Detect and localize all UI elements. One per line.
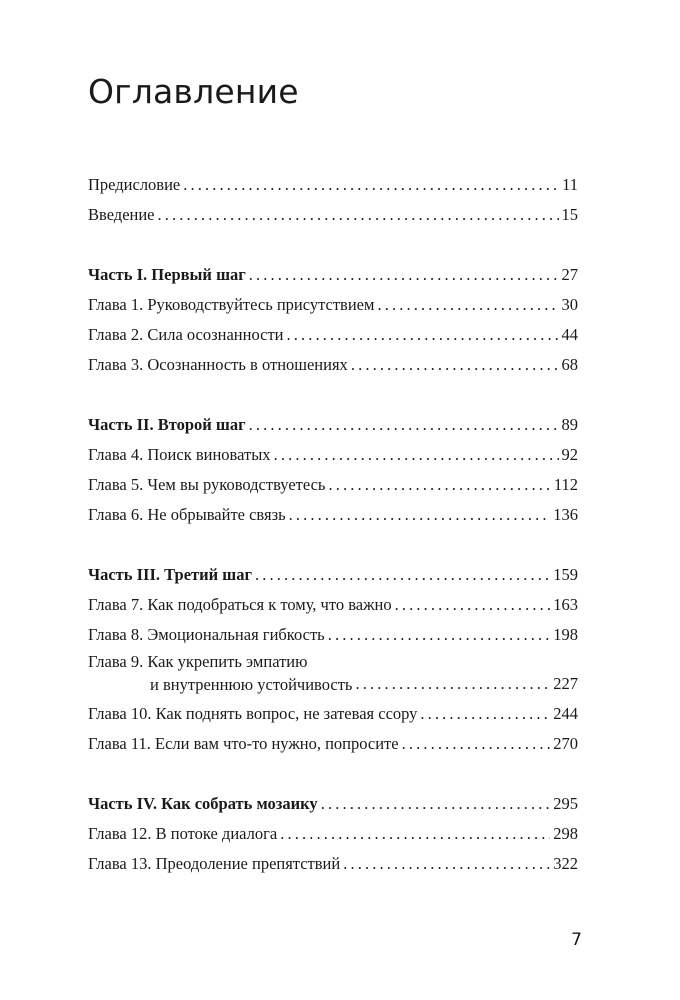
toc-entry-label: Глава 13. Преодоление препятствий xyxy=(88,854,341,873)
toc-entry-chapter-12[interactable] xyxy=(88,819,578,849)
dot-leader xyxy=(249,410,559,440)
dot-leader xyxy=(343,849,550,879)
toc-entry-label-line2: и внутреннюю устойчивость xyxy=(150,675,353,694)
toc-entry-chapter-9[interactable] xyxy=(88,650,578,699)
toc-entry-chapter-7[interactable] xyxy=(88,590,578,620)
toc-entry-page: 244 xyxy=(553,704,578,723)
toc-entry-page: 295 xyxy=(553,794,578,813)
toc-entry-chapter-2[interactable] xyxy=(88,320,578,350)
toc-entry-label: Часть II. Второй шаг xyxy=(88,415,246,434)
toc-entry-page: 92 xyxy=(561,445,578,464)
toc-entry-label: Глава 7. Как подобраться к тому, что важно xyxy=(88,595,392,614)
dot-leader xyxy=(402,729,551,759)
toc-entry-page: 322 xyxy=(553,854,578,873)
toc-entry-chapter-1[interactable] xyxy=(88,290,578,320)
toc-entry-page: 68 xyxy=(561,355,578,374)
dot-leader xyxy=(355,669,550,699)
toc-entry-page: 89 xyxy=(561,415,578,434)
toc-entry-part-2[interactable] xyxy=(88,410,578,440)
toc-entry-label: Часть IV. Как собрать мозаику xyxy=(88,794,318,813)
toc-entry-page: 227 xyxy=(553,674,578,693)
page-number: 7 xyxy=(571,930,582,950)
toc-entry-page: 30 xyxy=(561,295,578,314)
toc-entry-page: 159 xyxy=(553,565,578,584)
toc-entry-chapter-10[interactable] xyxy=(88,699,578,729)
toc-entry-label xyxy=(88,650,352,699)
toc-entry-label: Глава 8. Эмоциональная гибкость xyxy=(88,625,325,644)
toc-entry-label: Глава 4. Поиск виноватых xyxy=(88,445,271,464)
toc-entry-label: Глава 3. Осознанность в отношениях xyxy=(88,355,348,374)
toc-entry-part-4[interactable] xyxy=(88,789,578,819)
dot-leader xyxy=(395,590,551,620)
dot-leader xyxy=(377,290,558,320)
table-of-contents xyxy=(88,170,578,879)
toc-entry-chapter-6[interactable] xyxy=(88,500,578,530)
toc-entry-label: Глава 5. Чем вы руководствуетесь xyxy=(88,475,326,494)
toc-entry-label: Глава 12. В потоке диалога xyxy=(88,824,278,843)
dot-leader xyxy=(280,819,550,849)
toc-entry-part-1[interactable] xyxy=(88,260,578,290)
toc-entry-page: 44 xyxy=(561,325,578,344)
dot-leader xyxy=(289,500,551,530)
dot-leader xyxy=(274,440,559,470)
toc-entry-label: Глава 11. Если вам что-то нужно, попросите xyxy=(88,734,399,753)
toc-entry-chapter-5[interactable] xyxy=(88,470,578,500)
dot-leader xyxy=(328,620,551,650)
toc-entry-preface[interactable] xyxy=(88,170,578,200)
dot-leader xyxy=(255,560,550,590)
toc-entry-part-3[interactable] xyxy=(88,560,578,590)
page-title: Оглавление xyxy=(88,72,299,111)
toc-entry-chapter-8[interactable] xyxy=(88,620,578,650)
toc-entry-chapter-4[interactable] xyxy=(88,440,578,470)
dot-leader xyxy=(328,470,550,500)
toc-entry-label: Часть I. Первый шаг xyxy=(88,265,246,284)
dot-leader xyxy=(351,350,559,380)
toc-entry-label: Часть III. Третий шаг xyxy=(88,565,252,584)
toc-entry-chapter-3[interactable] xyxy=(88,350,578,380)
dot-leader xyxy=(321,789,551,819)
toc-entry-page: 27 xyxy=(561,265,578,284)
toc-entry-label: Предисловие xyxy=(88,175,181,194)
toc-entry-chapter-13[interactable] xyxy=(88,849,578,879)
dot-leader xyxy=(420,699,550,729)
toc-entry-label: Глава 2. Сила осознанности xyxy=(88,325,284,344)
toc-entry-label: Глава 10. Как поднять вопрос, не затевая ссору xyxy=(88,704,418,723)
toc-entry-label-line1: Глава 9. Как укрепить эмпатию xyxy=(88,652,308,671)
toc-entry-page: 163 xyxy=(553,595,578,614)
toc-entry-label: Глава 1. Руководствуйтесь присутствием xyxy=(88,295,375,314)
dot-leader xyxy=(249,260,559,290)
toc-entry-page: 136 xyxy=(553,505,578,524)
toc-entry-label: Введение xyxy=(88,205,155,224)
toc-entry-page: 11 xyxy=(562,175,578,194)
toc-entry-label: Глава 6. Не обрывайте связь xyxy=(88,505,286,524)
dot-leader xyxy=(158,200,559,230)
toc-entry-page: 15 xyxy=(561,205,578,224)
toc-entry-introduction[interactable] xyxy=(88,200,578,230)
dot-leader xyxy=(183,170,559,200)
dot-leader xyxy=(287,320,559,350)
toc-entry-page: 298 xyxy=(553,824,578,843)
toc-entry-chapter-11[interactable] xyxy=(88,729,578,759)
toc-entry-page: 112 xyxy=(553,475,578,494)
toc-entry-page: 198 xyxy=(553,625,578,644)
toc-entry-page: 270 xyxy=(553,734,578,753)
